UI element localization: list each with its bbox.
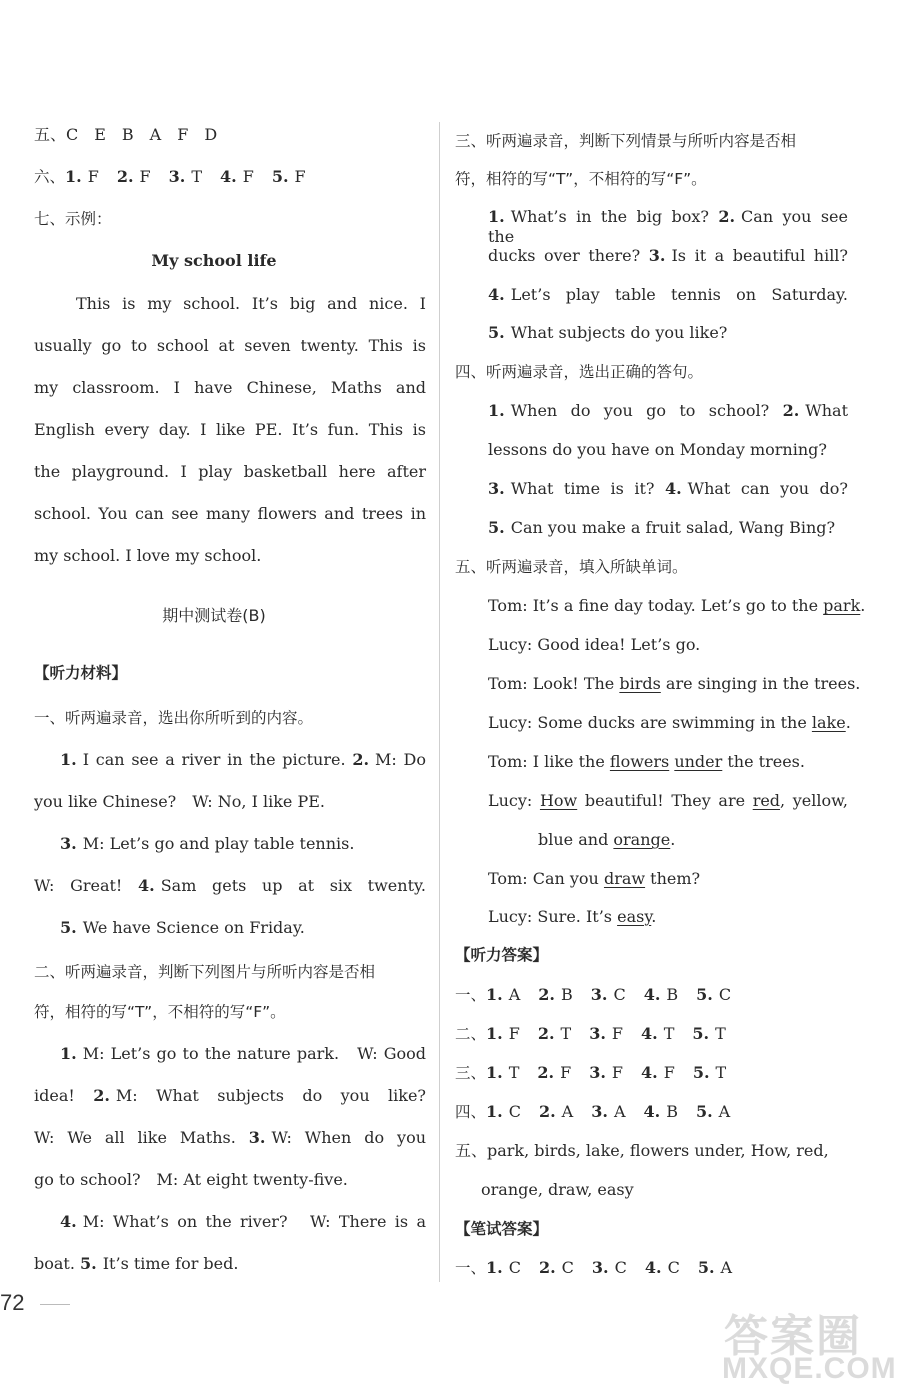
column-divider bbox=[439, 122, 440, 1282]
answer-blank: easy bbox=[617, 907, 652, 926]
listening-answer-item-number: 4. bbox=[641, 1024, 658, 1043]
listening-answer-item-number: 3. bbox=[590, 985, 608, 1004]
listening-answer-item-value: F bbox=[611, 1063, 624, 1082]
listening-answer-item-number: 4. bbox=[643, 1102, 661, 1121]
q1-text: W: Great! bbox=[34, 876, 123, 895]
dialogue-text: Lucy: Sure. It’s bbox=[488, 907, 618, 926]
written-answers-1-item-number: 3. bbox=[591, 1258, 609, 1277]
watermark-en: MXQE.COM bbox=[722, 1352, 897, 1385]
listening-answer-item-value: C bbox=[718, 985, 732, 1004]
listening-answer-item-number: 4. bbox=[641, 1063, 658, 1082]
essay-line: This is my school. It’s big and nice. I bbox=[76, 294, 426, 313]
watermark-cn: 答案圈 bbox=[724, 1311, 862, 1362]
listening-answer-row bbox=[455, 985, 731, 1005]
dialogue-text: beautiful! They are bbox=[577, 791, 753, 810]
written-answers-1-item-value: C bbox=[667, 1258, 680, 1277]
answers-section-6 bbox=[34, 167, 306, 187]
dialogue-text: . bbox=[651, 907, 657, 926]
answers-6-item-value: F bbox=[242, 167, 254, 186]
dialogue-text: the trees. bbox=[722, 752, 805, 771]
q1-text: you like Chinese? W: No, I like PE. bbox=[34, 792, 326, 811]
essay-line: English every day. I like PE. It’s fun. This is bbox=[34, 420, 426, 439]
q2-number: 2. bbox=[93, 1086, 110, 1105]
section-title: 期中测试卷(B) bbox=[162, 606, 266, 625]
answers-6-prefix: 六、 bbox=[34, 168, 66, 186]
q2-number: 1. bbox=[60, 1044, 77, 1063]
page-number: 72 bbox=[0, 1290, 25, 1315]
written-answers-1-item-value: A bbox=[720, 1258, 733, 1277]
written-answers-1-item-value: C bbox=[561, 1258, 574, 1277]
listening-answer-item-value: T bbox=[715, 1024, 726, 1043]
written-answers-1-item-number: 4. bbox=[644, 1258, 662, 1277]
written-answers-label: 【笔试答案】 bbox=[455, 1220, 549, 1238]
q4-line bbox=[488, 401, 848, 421]
listening-answer-item-number: 5. bbox=[696, 985, 713, 1004]
written-answers-1-item-number: 5. bbox=[697, 1258, 715, 1277]
question-1-heading: 一、听两遍录音，选出你所听到的内容。 bbox=[34, 709, 314, 727]
answer-blank: park bbox=[823, 596, 861, 615]
q2-line bbox=[34, 1254, 426, 1274]
q1-number: 1. bbox=[60, 750, 77, 769]
listening-answer-item-number: 5. bbox=[692, 1063, 710, 1082]
listening-answer-item-number: 1. bbox=[486, 985, 503, 1004]
dialogue-text: Tom: It’s a fine day today. Let’s go to the bbox=[488, 596, 824, 615]
listening-answer-item-number: 4. bbox=[643, 985, 661, 1004]
answers-6-item-value: F bbox=[139, 167, 151, 186]
q3-number: 1. bbox=[488, 207, 505, 226]
q1-line bbox=[34, 792, 426, 812]
listening-answer-5-line1: 五、park, birds, lake, flowers under, How, red, bbox=[455, 1141, 829, 1160]
listening-answer-item-value: A bbox=[718, 1102, 731, 1121]
q1-number: 2. bbox=[352, 750, 370, 769]
essay-line: usually go to school at seven twenty. This is bbox=[34, 336, 426, 355]
q3-text: Let’s play table tennis on Saturday. bbox=[510, 285, 848, 304]
essay-line: school. You can see many flowers and trees in bbox=[34, 504, 426, 523]
listening-answer-item-number: 3. bbox=[591, 1102, 608, 1121]
essay-line: the playground. I play basketball here after bbox=[34, 462, 426, 481]
dialogue-text: Tom: Look! The bbox=[488, 674, 620, 693]
dialogue-text: , yellow, bbox=[780, 791, 849, 810]
q2-text: M: What subjects do you like? bbox=[115, 1086, 426, 1105]
q1-number: 4. bbox=[137, 876, 155, 895]
answers-6-item-number: 2. bbox=[116, 167, 134, 186]
listening-answer-prefix: 二、 bbox=[455, 1025, 487, 1043]
listening-answer-item-value: T bbox=[560, 1024, 572, 1043]
answers-6-item-value: F bbox=[294, 167, 306, 186]
listening-answer-item-value: A bbox=[561, 1102, 574, 1121]
listening-answer-item-number: 1. bbox=[486, 1102, 503, 1121]
q3-number: 5. bbox=[488, 323, 505, 342]
dialogue-line bbox=[488, 596, 865, 616]
written-answers-1-item-value: C bbox=[508, 1258, 521, 1277]
watermark-logo bbox=[722, 1300, 897, 1385]
listening-answer-item-number: 2. bbox=[537, 1024, 555, 1043]
answer-blank: under bbox=[674, 752, 723, 771]
q1-line bbox=[34, 876, 426, 896]
q2-text: W: We all like Maths. bbox=[34, 1128, 236, 1147]
q3-text: What’s in the big box? bbox=[510, 207, 709, 226]
q4-text: What can you do? bbox=[687, 479, 848, 498]
q2-line bbox=[34, 1086, 426, 1106]
listening-answer-item-number: 5. bbox=[692, 1024, 710, 1043]
answer-blank: lake bbox=[811, 713, 846, 732]
written-answers-1-prefix: 一、 bbox=[455, 1259, 487, 1277]
q1-text: We have Science on Friday. bbox=[82, 918, 305, 937]
q4-text: lessons do you have on Monday morning? bbox=[488, 440, 827, 459]
essay-line: my classroom. I have Chinese, Maths and bbox=[34, 378, 426, 397]
listening-answer-row bbox=[455, 1063, 726, 1083]
q3-number: 2. bbox=[718, 207, 736, 226]
q4-number: 2. bbox=[782, 401, 800, 420]
listening-material-label: 【听力材料】 bbox=[34, 664, 128, 682]
dialogue-line bbox=[488, 752, 805, 772]
dialogue-line bbox=[488, 869, 700, 889]
question-3-heading-line1: 三、听两遍录音，判断下列情景与所听内容是否相 bbox=[455, 132, 797, 150]
listening-answers-label: 【听力答案】 bbox=[455, 946, 549, 964]
listening-answer-item-value: A bbox=[508, 985, 521, 1004]
listening-answer-prefix: 三、 bbox=[455, 1064, 487, 1082]
listening-answer-item-number: 3. bbox=[589, 1024, 606, 1043]
q3-text: Is it a beautiful hill? bbox=[671, 246, 848, 265]
answer-blank: orange bbox=[613, 830, 671, 849]
question-2-heading-line1: 二、听两遍录音，判断下列图片与所听内容是否相 bbox=[34, 963, 376, 981]
dialogue-line bbox=[488, 635, 700, 655]
question-4-heading: 四、听两遍录音，选出正确的答句。 bbox=[455, 363, 704, 381]
answers-6-item-number: 3. bbox=[168, 167, 186, 186]
listening-answer-item-number: 1. bbox=[486, 1063, 503, 1082]
written-answers-1-item-number: 1. bbox=[486, 1258, 503, 1277]
q2-text: idea! bbox=[34, 1086, 75, 1105]
question-5-heading: 五、听两遍录音，填入所缺单词。 bbox=[455, 558, 688, 576]
dialogue-line bbox=[488, 674, 860, 694]
q1-line bbox=[60, 750, 426, 770]
dialogue-text: . bbox=[860, 596, 866, 615]
listening-answer-item-number: 2. bbox=[538, 985, 555, 1004]
listening-answer-item-value: F bbox=[508, 1024, 520, 1043]
written-answers-1-item-number: 2. bbox=[538, 1258, 556, 1277]
q1-text: M: Do bbox=[375, 750, 426, 769]
dialogue-text: . bbox=[670, 830, 676, 849]
q1-text: M: Let’s go and play table tennis. bbox=[82, 834, 355, 853]
listening-answer-item-value: T bbox=[508, 1063, 520, 1082]
q3-text: Can you see the bbox=[488, 207, 848, 246]
listening-answer-item-number: 2. bbox=[538, 1102, 556, 1121]
q4-number: 4. bbox=[664, 479, 682, 498]
q2-text: W: When do you bbox=[271, 1128, 427, 1147]
q2-text: go to school? M: At eight twenty-five. bbox=[34, 1170, 348, 1189]
q2-line bbox=[60, 1044, 426, 1064]
listening-answer-row bbox=[455, 1024, 726, 1044]
q3-number: 3. bbox=[648, 246, 666, 265]
listening-answer-item-number: 5. bbox=[695, 1102, 713, 1121]
dialogue-text: them? bbox=[645, 869, 701, 888]
q2-line bbox=[34, 1128, 426, 1148]
answer-blank: flowers bbox=[609, 752, 670, 771]
q4-number: 5. bbox=[488, 518, 505, 537]
q2-text: It’s time for bed. bbox=[102, 1254, 239, 1273]
answer-blank: How bbox=[539, 791, 578, 810]
answer-blank: draw bbox=[603, 869, 646, 888]
listening-answer-prefix: 四、 bbox=[455, 1103, 487, 1121]
dialogue-text: Lucy: bbox=[488, 791, 540, 810]
q2-line bbox=[60, 1212, 426, 1232]
q2-number: 4. bbox=[60, 1212, 77, 1231]
listening-answer-item-value: C bbox=[508, 1102, 521, 1121]
listening-answer-item-value: C bbox=[613, 985, 626, 1004]
listening-answer-item-value: B bbox=[560, 985, 573, 1004]
q4-number: 1. bbox=[488, 401, 505, 420]
answers-6-item-value: T bbox=[191, 167, 203, 186]
listening-answer-prefix: 一、 bbox=[455, 986, 487, 1004]
q4-line bbox=[488, 518, 848, 538]
q3-line bbox=[488, 285, 848, 305]
q2-text: boat. bbox=[34, 1254, 75, 1273]
essay-line: my school. I love my school. bbox=[34, 546, 262, 565]
listening-answer-item-value: T bbox=[715, 1063, 727, 1082]
q4-text: Can you make a fruit salad, Wang Bing? bbox=[510, 518, 836, 537]
dialogue-text: Tom: I like the bbox=[488, 752, 610, 771]
q1-text: Sam gets up at six twenty. bbox=[160, 876, 426, 895]
listening-answer-item-value: F bbox=[663, 1063, 675, 1082]
q4-number: 3. bbox=[488, 479, 505, 498]
answers-6-item-number: 1. bbox=[65, 167, 82, 186]
listening-answer-item-value: B bbox=[666, 985, 679, 1004]
essay-title: My school life bbox=[151, 251, 277, 270]
dialogue-text: blue and bbox=[538, 830, 614, 849]
answers-6-item-value: F bbox=[87, 167, 99, 186]
listening-answer-5-line2: orange, draw, easy bbox=[481, 1180, 634, 1199]
q3-text: What subjects do you like? bbox=[510, 323, 728, 342]
dialogue-line bbox=[488, 907, 656, 927]
q2-number: 3. bbox=[248, 1128, 266, 1147]
q3-number: 4. bbox=[488, 285, 505, 304]
listening-answer-item-value: T bbox=[663, 1024, 675, 1043]
dialogue-line bbox=[488, 713, 851, 733]
q1-line bbox=[60, 834, 426, 854]
listening-answer-item-value: F bbox=[611, 1024, 624, 1043]
q2-text: M: Let’s go to the nature park. W: Good bbox=[82, 1044, 426, 1063]
answers-section-5: 五、C E B A F D bbox=[34, 125, 218, 144]
answers-6-item-number: 5. bbox=[271, 167, 289, 186]
q4-line bbox=[488, 479, 848, 499]
written-answers-1-item-value: C bbox=[614, 1258, 627, 1277]
page-number-rule bbox=[40, 1304, 70, 1305]
listening-answer-item-number: 3. bbox=[589, 1063, 606, 1082]
answers-6-item-number: 4. bbox=[220, 167, 237, 186]
q4-text: What time is it? bbox=[510, 479, 655, 498]
listening-answer-row bbox=[455, 1102, 730, 1122]
listening-answer-item-number: 2. bbox=[537, 1063, 555, 1082]
q3-line bbox=[488, 323, 848, 343]
answer-blank: red bbox=[752, 791, 781, 810]
dialogue-text: Tom: Can you bbox=[488, 869, 604, 888]
example-label: 七、示例： bbox=[34, 210, 112, 228]
q4-text: When do you go to school? bbox=[510, 401, 770, 420]
q1-text: I can see a river in the picture. bbox=[82, 750, 346, 769]
dialogue-text: are singing in the trees. bbox=[660, 674, 861, 693]
written-answers-1 bbox=[455, 1258, 732, 1278]
dialogue-line bbox=[538, 830, 675, 850]
question-2-heading-line2: 符，相符的写“T”，不相符的写“F”。 bbox=[34, 1003, 286, 1021]
answer-blank: birds bbox=[619, 674, 661, 693]
dialogue-text: Lucy: Good idea! Let’s go. bbox=[488, 635, 701, 654]
q2-line bbox=[34, 1170, 426, 1190]
listening-answer-item-value: F bbox=[560, 1063, 572, 1082]
q2-number: 5. bbox=[80, 1254, 97, 1273]
q4-text: What bbox=[805, 401, 848, 420]
listening-answer-item-number: 1. bbox=[486, 1024, 503, 1043]
dialogue-text: . bbox=[845, 713, 851, 732]
q4-line bbox=[488, 440, 848, 460]
dialogue-line bbox=[488, 791, 848, 811]
q3-line bbox=[488, 207, 848, 247]
q3-line bbox=[488, 246, 848, 266]
q2-text: M: What’s on the river? W: There is a bbox=[82, 1212, 426, 1231]
question-3-heading-line2: 符，相符的写“T”，不相符的写“F”。 bbox=[455, 170, 707, 188]
dialogue-text: Lucy: Some ducks are swimming in the bbox=[488, 713, 812, 732]
q1-number: 5. bbox=[60, 918, 77, 937]
listening-answer-item-value: B bbox=[666, 1102, 678, 1121]
q1-number: 3. bbox=[60, 834, 77, 853]
listening-answer-item-value: A bbox=[613, 1102, 626, 1121]
q1-line bbox=[60, 918, 426, 938]
q3-text: ducks over there? bbox=[488, 246, 641, 265]
